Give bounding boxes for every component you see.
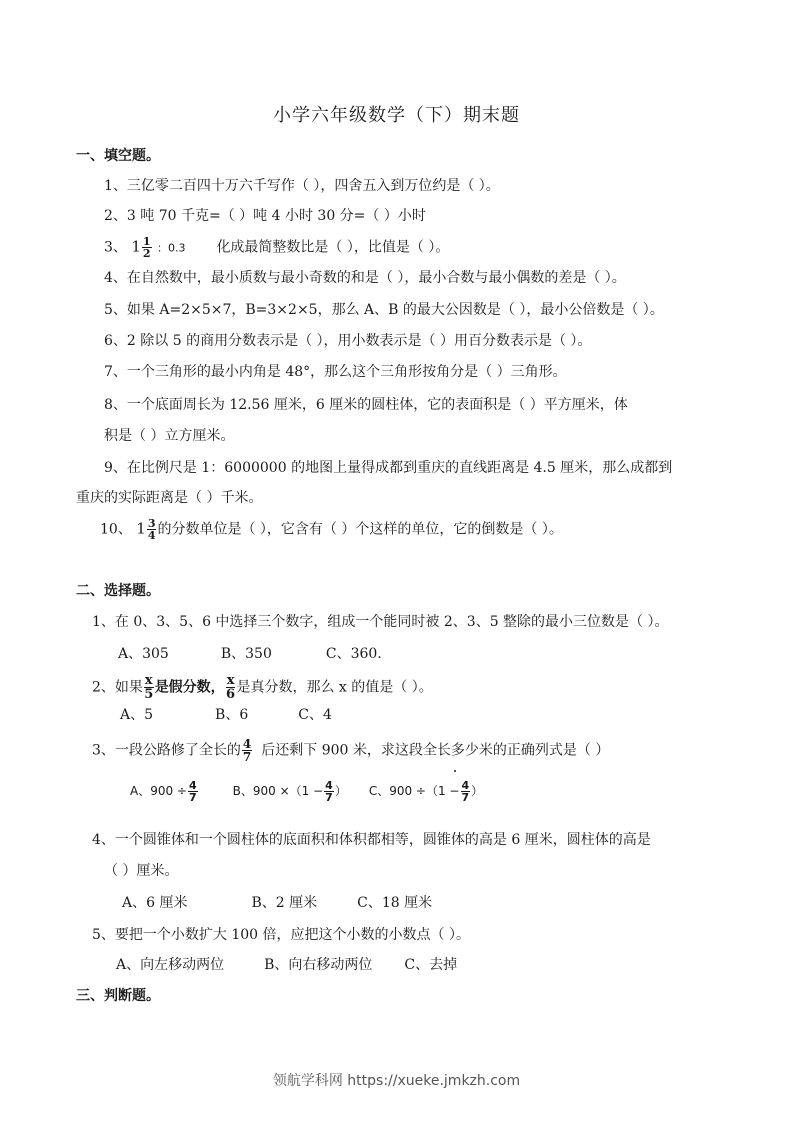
fraction — [144, 674, 154, 701]
option-c: C、去掉 — [404, 957, 458, 973]
choice-question-1-options — [118, 644, 382, 664]
fraction-numerator: x — [226, 673, 235, 688]
option-a: A、305 — [118, 646, 169, 662]
page-title: 小学六年级数学（下）期末题 — [273, 105, 520, 126]
choice-question-4-line-2: （ ）厘米。 — [104, 863, 179, 879]
choice-question-3-options — [130, 780, 483, 803]
choice-question-3-prefix: 3、一段公路修了全长的 — [92, 742, 241, 759]
fraction-denominator: 7 — [461, 791, 470, 804]
choice-question-2-options — [120, 705, 332, 725]
option-c: C、360. — [325, 646, 382, 662]
stray-dot — [454, 770, 456, 772]
fill-question-7: 7、一个三角形的最小内角是 48°，那么这个三角形按角分是（ ）三角形。 — [104, 364, 567, 380]
fraction-numerator: 4 — [461, 779, 470, 792]
section-heading-fill-blank: 一、填空题。 — [76, 148, 160, 164]
mixed-number-whole: 1 — [136, 519, 146, 538]
fraction-numerator: 4 — [188, 779, 197, 792]
fill-question-1: 1、三亿零二百四十万六千写作（ ），四舍五入到万位约是（ ）。 — [104, 178, 500, 194]
option-c: C、900 ÷（1 − $\frac{4}{7}$ ） — [368, 779, 484, 804]
fraction — [226, 674, 236, 701]
choice-question-3-text: 后还剩下 900 米，求这段全长多少米的正确列式是（ ） — [261, 742, 610, 759]
fill-question-10-text: 的分数单位是（ ），它含有（ ）个这样的单位，它的倒数是（ ）。 — [157, 521, 563, 538]
option-a: A、6 厘米 — [122, 895, 188, 911]
option-b: B、6 — [215, 707, 249, 723]
fraction-denominator: 7 — [325, 791, 333, 804]
choice-question-3 — [92, 738, 609, 763]
fraction — [242, 738, 252, 763]
fill-question-4: 4、在自然数中，最小质数与最小奇数的和是（ ），最小合数与最小偶数的差是（ ）。 — [104, 270, 626, 286]
fill-question-3-text: 化成最简整数比是（ ），比值是（ ）。 — [216, 239, 450, 256]
choice-question-4-line-1: 4、一个圆锥体和一个圆柱体的底面积和体积都相等，圆锥体的高是 6 厘米，圆柱体的高是 — [92, 832, 651, 848]
fraction — [147, 518, 157, 541]
option-a: A、900 ÷ $\frac{4}{7}$ — [130, 779, 197, 804]
fill-question-5: 5、如果 A=2×5×7，B=3×2×5，那么 A、B 的最大公因数是（ ），最小公倍数是（ ）。 — [104, 302, 664, 318]
footer-watermark: 领航学科网 https://xueke.jmkzh.com — [272, 1073, 521, 1089]
section-heading-true-false: 三、判断题。 — [76, 988, 160, 1004]
ratio-term: ：0.3 — [157, 241, 186, 255]
fraction-denominator: 7 — [242, 750, 252, 764]
option-b: B、900 ×（1 − $\frac{4}{7}$ ） — [232, 779, 347, 804]
option-b: B、2 厘米 — [251, 895, 318, 911]
fraction-numerator: x — [144, 673, 153, 688]
fraction — [188, 780, 198, 803]
fraction-denominator: 6 — [226, 687, 236, 702]
fill-question-9-line-2: 重庆的实际距离是（ ）千米。 — [76, 490, 263, 506]
section-heading-multiple-choice: 二、选择题。 — [76, 583, 160, 599]
fraction-numerator: 1 — [142, 235, 151, 248]
fill-question-6: 6、2 除以 5 的商用分数表示是（ ），用小数表示是（ ）用百分数表示是（ ）。 — [104, 333, 592, 349]
fraction — [324, 780, 334, 803]
fraction-numerator: 4 — [325, 779, 333, 792]
fraction — [142, 236, 152, 259]
choice-question-2 — [92, 674, 433, 701]
choice-question-1: 1、在 0、3、5、6 中选择三个数字，组成一个能同时被 2、3、5 整除的最小三位数是（ ）。 — [92, 614, 669, 630]
option-b: B、350 — [220, 646, 272, 662]
fill-question-8-line-1: 8、一个底面周长为 12.56 厘米，6 厘米的圆柱体，它的表面积是（ ）平方厘米，体 — [104, 397, 628, 413]
fill-question-10-prefix: 10、 — [100, 521, 132, 538]
fraction-denominator: 4 — [147, 529, 156, 542]
option-b: B、向右移动两位 — [264, 957, 373, 973]
choice-question-5-options — [116, 955, 457, 975]
choice-question-2-text: 是真分数，那么 x 的值是（ ）。 — [236, 679, 433, 696]
fill-question-2: 2、3 吨 70 千克=（ ）吨 4 小时 30 分=（ ）小时 — [104, 208, 426, 224]
fill-question-3-prefix: 3、 — [104, 239, 127, 256]
choice-question-5: 5、要把一个小数扩大 100 倍，应把这个小数的小数点（ ）。 — [92, 927, 470, 943]
fraction-denominator: 7 — [188, 791, 197, 804]
option-a: A、5 — [120, 707, 154, 723]
fill-question-10 — [100, 518, 563, 541]
choice-question-4-options — [122, 893, 432, 913]
fraction-numerator: 3 — [147, 517, 156, 530]
mixed-number-whole: 1 — [131, 237, 141, 256]
choice-question-2-prefix: 2、如果 — [92, 679, 143, 696]
fill-question-3 — [104, 236, 449, 259]
fraction-numerator: 4 — [242, 737, 252, 751]
option-a: A、向左移动两位 — [116, 957, 225, 973]
fill-question-9-line-1: 9、在比例尺是 1：6000000 的地图上量得成都到重庆的直线距离是 4.5 厘米，那么成都到 — [104, 460, 673, 476]
choice-question-2-mid: 是假分数， — [154, 679, 225, 696]
option-c: C、4 — [298, 707, 332, 723]
fill-question-8-line-2: 积是（ ）立方厘米。 — [104, 428, 235, 444]
fraction-denominator: 5 — [144, 687, 154, 702]
fraction-denominator: 2 — [142, 247, 151, 260]
fraction — [461, 780, 471, 803]
option-c: C、18 厘米 — [357, 895, 433, 911]
